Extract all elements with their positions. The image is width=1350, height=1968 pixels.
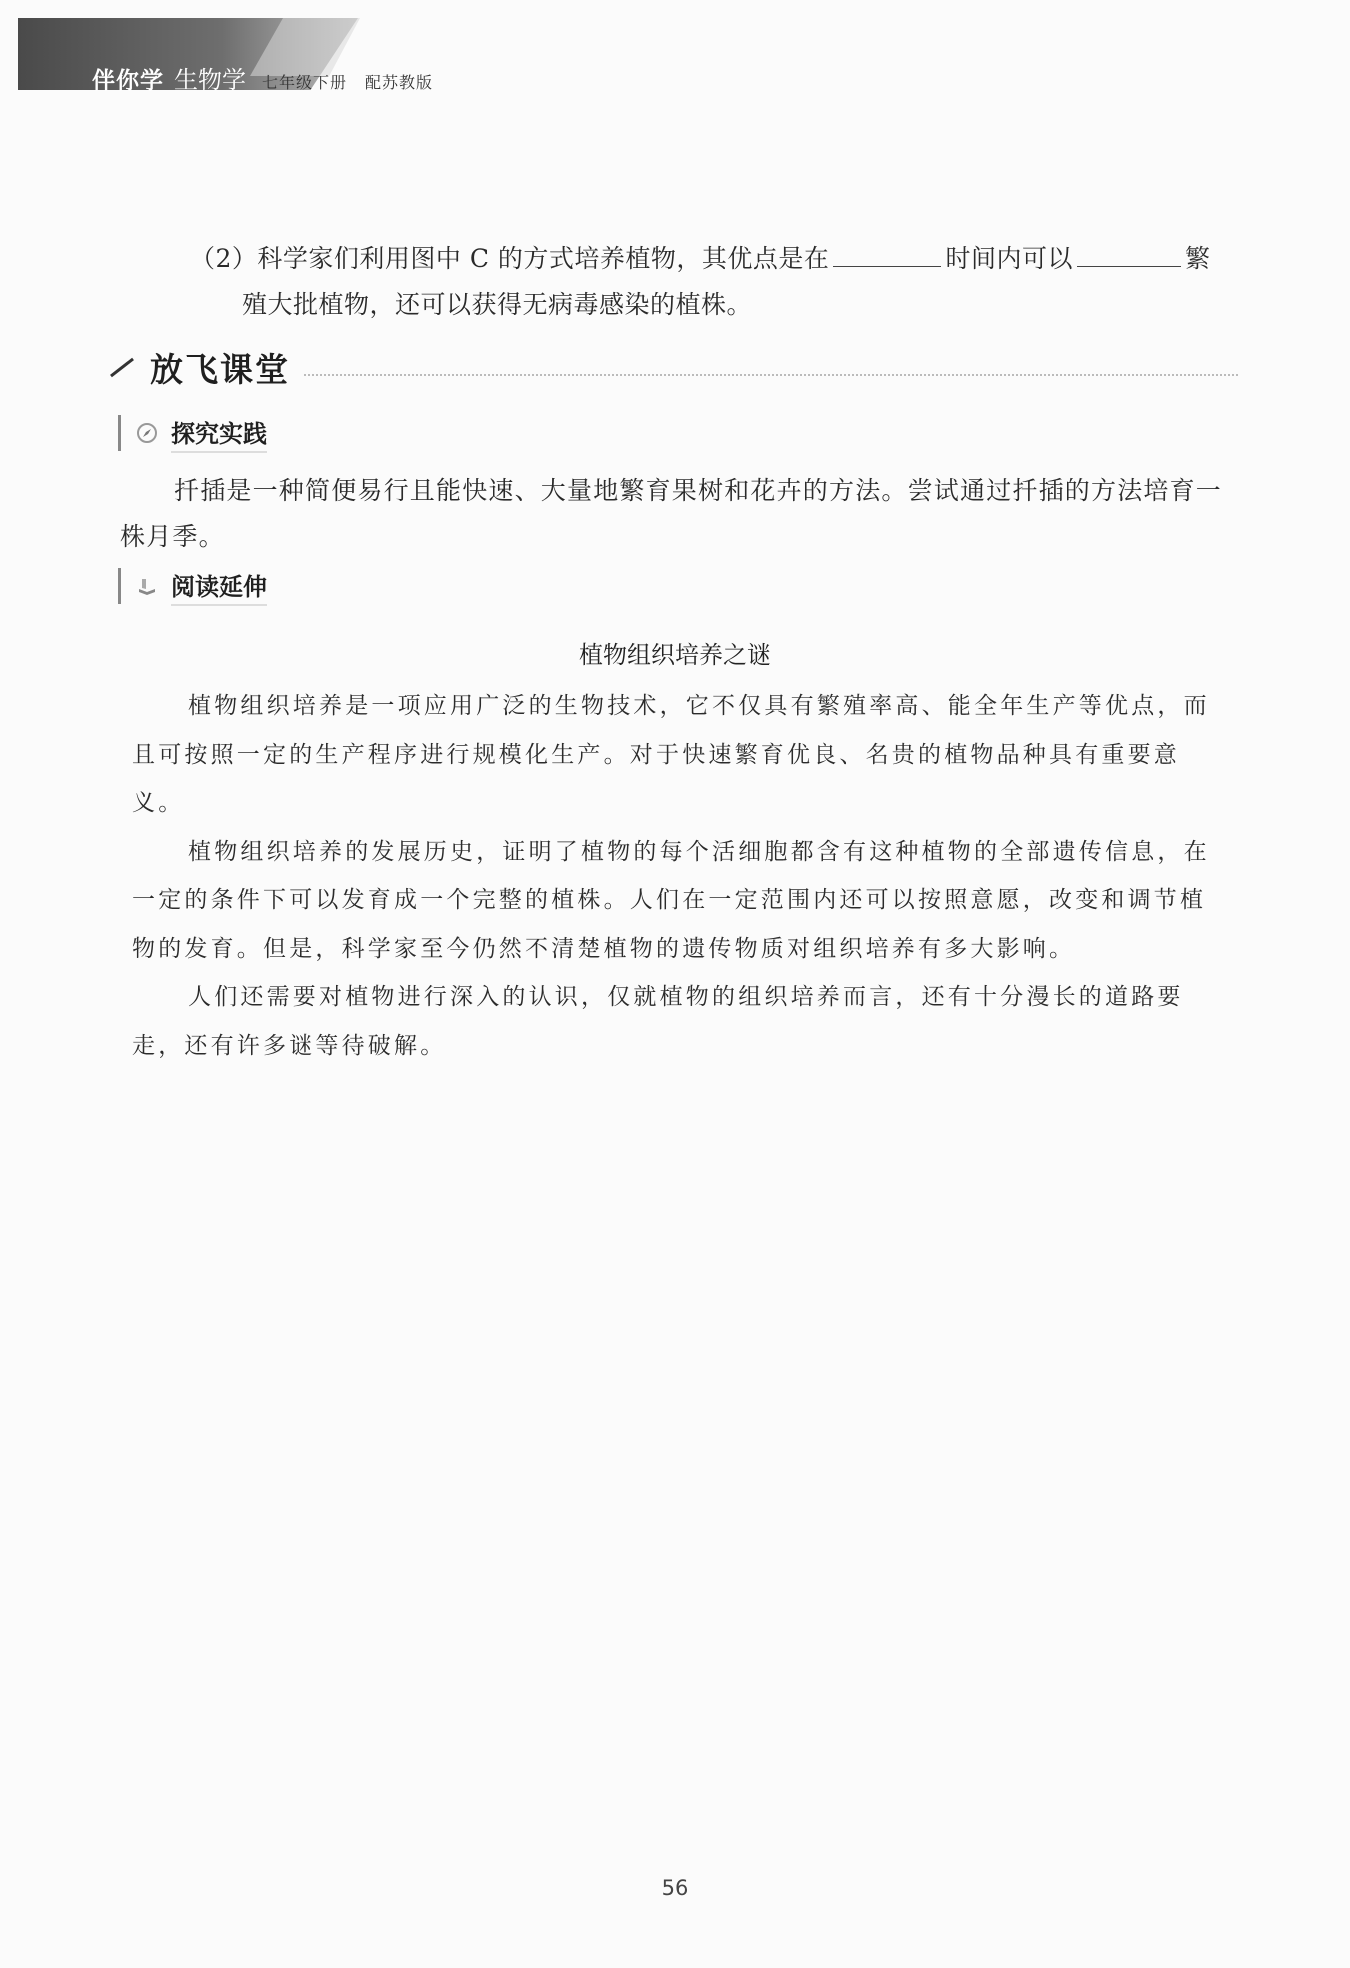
slash-mark	[110, 357, 134, 377]
question-2	[190, 236, 1240, 328]
answer-blank-1[interactable]	[833, 244, 941, 267]
question-2-text-a: （2）科学家们利用图中 C 的方式培养植物，其优点是在	[190, 244, 830, 273]
compass-icon	[135, 421, 159, 445]
dotted-rule	[304, 373, 1238, 376]
article-paragraph: 人们还需要对植物进行深入的认识，仅就植物的组织培养而言，还有十分漫长的道路要走，还有许多谜等待破解。	[132, 984, 1184, 1059]
grade-label: 七年级下册	[262, 73, 348, 92]
question-2-text-c: 繁	[1184, 244, 1211, 273]
question-2-text-b: 时间内可以	[945, 244, 1073, 273]
subject-name: 生物学	[174, 66, 246, 94]
article-paragraph: 植物组织培养是一项应用广泛的生物技术，它不仅具有繁殖率高、能全年生产等优点，而且可按照一定的生产程序进行规模化生产。对于快速繁育优良、名贵的植物品种具有重要意义。	[132, 693, 1210, 816]
reading-heading-text: 阅读延伸	[171, 567, 267, 606]
heading-bar	[118, 415, 121, 451]
section-heading	[108, 342, 1238, 392]
edition-label: 配苏教版	[365, 73, 434, 92]
question-2-line-2: 殖大批植物，还可以获得无病毒感染的植株。	[242, 290, 753, 319]
question-2-line-1	[190, 236, 1240, 282]
article-paragraph: 植物组织培养的发展历史，证明了植物的每个活细胞都含有这种植物的全部遗传信息，在一定的条件下可以发育成一个完整的植株。人们在一定范围内还可以按照意愿，改变和调节植物的发育。但是，科学家至今仍然不清楚植物的遗传物质对组织培养有多大影响。	[132, 838, 1210, 962]
article-body	[132, 682, 1222, 1070]
answer-blank-2[interactable]	[1077, 244, 1181, 267]
running-header	[92, 60, 433, 96]
practice-heading	[118, 413, 267, 453]
brand-name: 伴你学	[92, 68, 164, 94]
practice-heading-text: 探究实践	[171, 414, 267, 453]
heading-bar	[118, 568, 121, 604]
article-title: 植物组织培养之谜	[579, 641, 771, 669]
practice-text: 扦插是一种简便易行且能快速、大量地繁育果树和花卉的方法。尝试通过扦插的方法培育一株月季。	[120, 476, 1223, 551]
reading-heading	[118, 566, 267, 606]
section-title: 放飞课堂	[150, 349, 290, 389]
page-number: 56	[661, 1876, 689, 1900]
book-icon	[135, 574, 159, 598]
